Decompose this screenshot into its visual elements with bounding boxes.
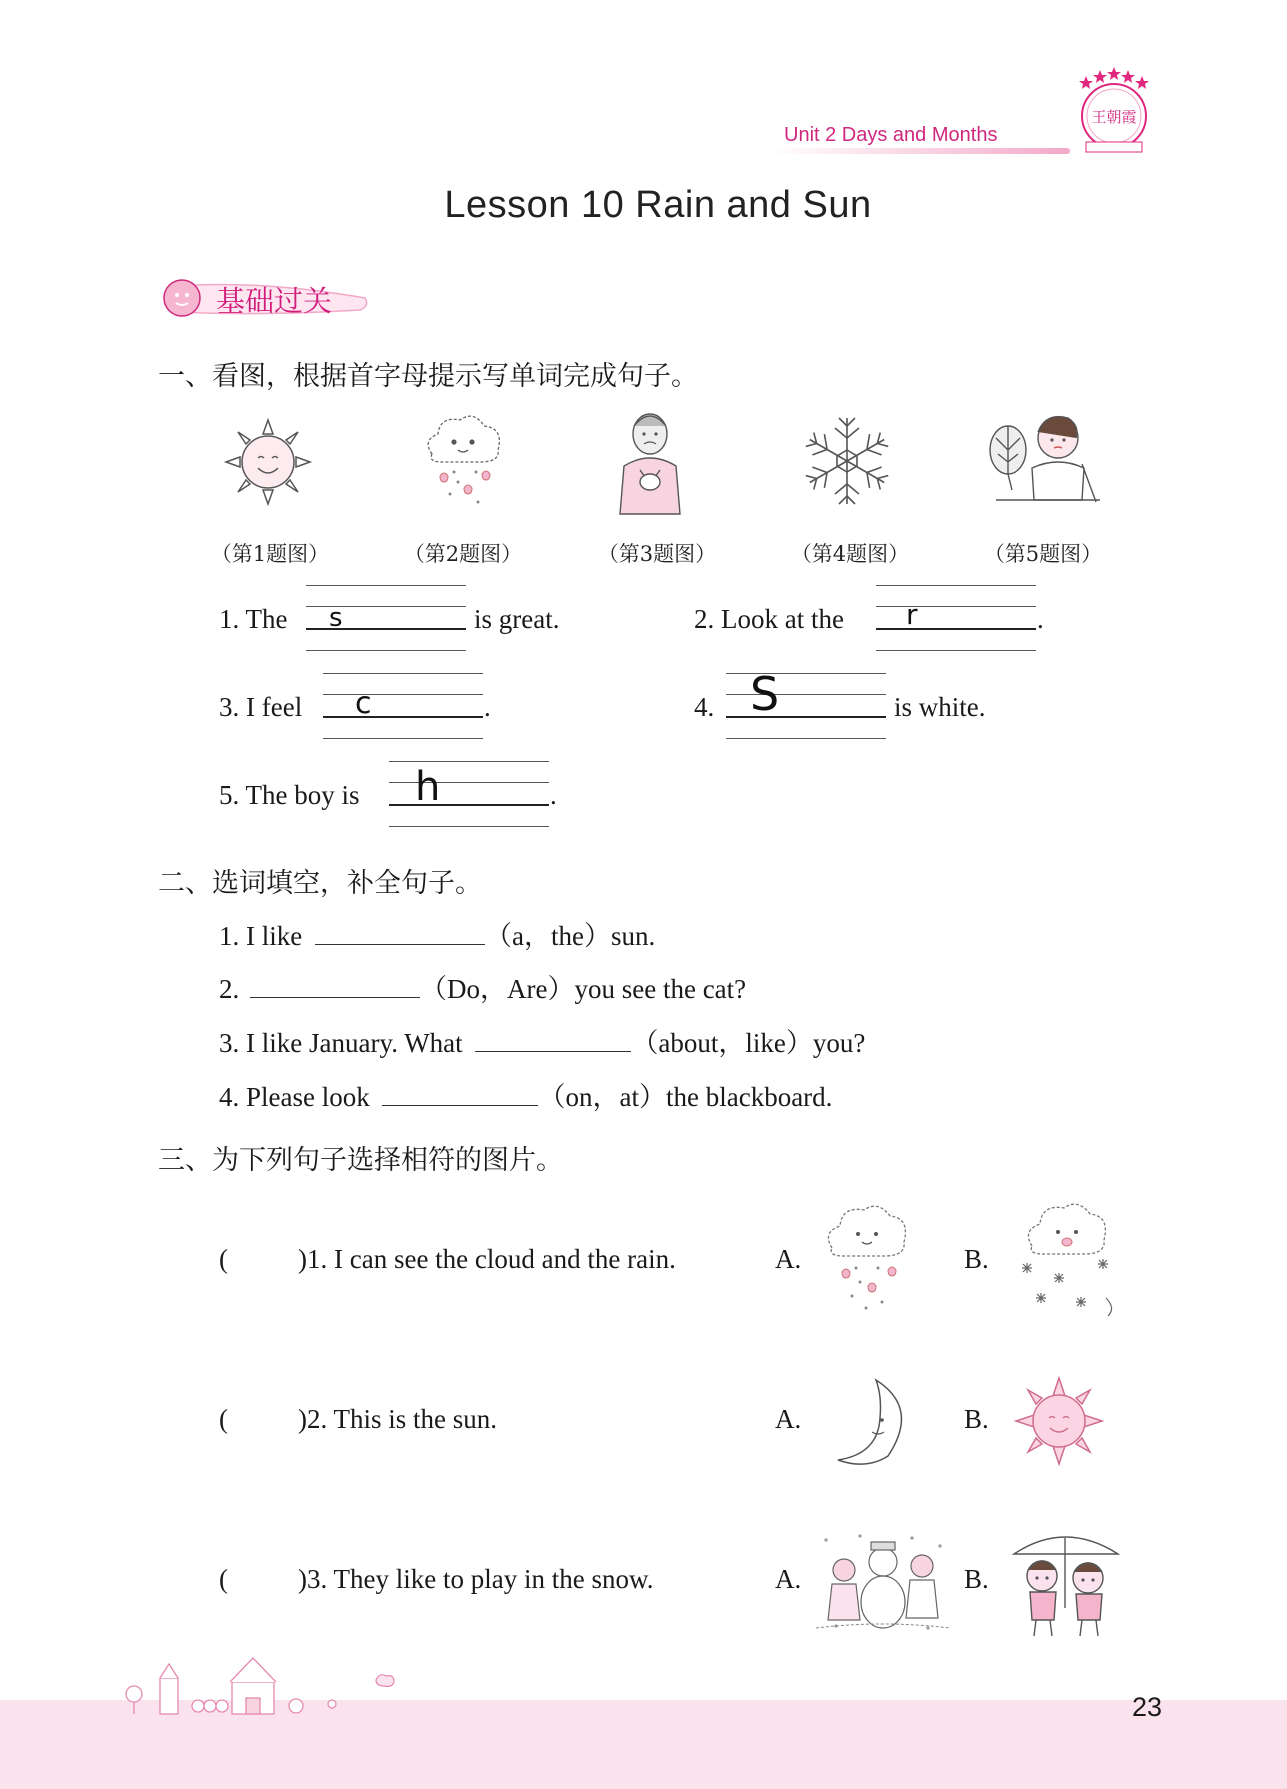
p2-item4-blank[interactable] <box>382 1081 538 1106</box>
p2-item1-options: （a，the） <box>484 921 611 951</box>
sun-picture <box>218 412 318 512</box>
p1-item5-answer-grid[interactable] <box>389 761 549 827</box>
p3-item2-text: )2. This is the sun. <box>298 1404 498 1434</box>
snow-cloud-option-picture <box>1010 1198 1122 1320</box>
p2-item2-options: （Do，Are） <box>420 974 575 1004</box>
p2-item2-before: 2. <box>219 974 240 1004</box>
p1-item4-answer-grid[interactable] <box>726 667 886 739</box>
p1-item2-hint-letter: r <box>906 598 918 631</box>
p1-item5-hint-letter: h <box>415 764 441 810</box>
brand-logo <box>1072 62 1156 154</box>
p1-item2-prefix: 2. Look at the <box>694 604 844 634</box>
p1-item2-suffix: . <box>1037 604 1044 634</box>
rain-cloud-picture <box>420 410 506 514</box>
page-number: 23 <box>1132 1692 1163 1722</box>
p2-item3-blank[interactable] <box>475 1027 631 1052</box>
p1-item3-answer-grid[interactable] <box>323 673 483 739</box>
p3-item1-open-paren: ( <box>219 1244 228 1274</box>
p2-item1-blank[interactable] <box>315 920 485 945</box>
p3-item2-open-paren: ( <box>219 1404 228 1434</box>
p3-item2-answer-slot[interactable] <box>232 1396 296 1432</box>
p1-item2-answer-grid[interactable] <box>876 585 1036 651</box>
p3-item3-option-a[interactable]: A. <box>775 1564 802 1594</box>
footer-small-icon <box>374 1672 396 1688</box>
p1-item5-suffix: . <box>550 780 557 810</box>
p3-item3-answer-slot[interactable] <box>232 1556 296 1592</box>
p2-item1-before: 1. I like <box>219 921 303 951</box>
snowflake-picture <box>798 412 896 510</box>
p3-item1-option-b[interactable]: B. <box>964 1244 989 1274</box>
p2-item4 <box>219 1075 832 1114</box>
part2-title: 二、选词填空，补全句子。 <box>158 868 482 899</box>
p3-item3-open-paren: ( <box>219 1564 228 1594</box>
p2-item4-before: 4. Please look <box>219 1082 370 1112</box>
footer-town-decoration <box>120 1648 340 1716</box>
p1-item1-prefix: 1. The <box>219 604 288 634</box>
part3-title: 三、为下列句子选择相符的图片。 <box>158 1145 563 1176</box>
p1-item1-answer-grid[interactable] <box>306 585 466 651</box>
p2-item2 <box>219 967 746 1006</box>
snow-play-option-picture <box>816 1528 950 1634</box>
p1-item4-hint-letter: S <box>750 667 780 721</box>
p2-item1-after: sun. <box>610 921 656 951</box>
p2-item3-options: （about，like） <box>631 1028 813 1058</box>
p2-item4-after: the blackboard. <box>665 1082 833 1112</box>
p1-item3-suffix: . <box>484 692 491 722</box>
p1-item4-prefix: 4. <box>694 692 715 722</box>
unit-label: Unit 2 Days and Months <box>784 124 998 146</box>
lesson-title: Lesson 10 Rain and Sun <box>444 184 872 226</box>
p1-item1-hint-letter: s <box>329 603 343 633</box>
section-banner-label: 基础过关 <box>216 284 333 318</box>
p3-item1-answer-slot[interactable] <box>232 1236 296 1272</box>
p1-item3-hint-letter: c <box>355 686 372 721</box>
p3-item2-option-b[interactable]: B. <box>964 1404 989 1434</box>
p2-item1 <box>219 914 655 953</box>
p1-item5-prefix: 5. The boy is <box>219 780 360 810</box>
p1-item1-suffix: is great. <box>474 604 560 634</box>
caption-4: （第4题图） <box>790 542 910 566</box>
header-divider <box>770 148 1070 154</box>
umbrella-option-picture <box>1008 1528 1122 1640</box>
p2-item4-options: （on，at） <box>538 1082 666 1112</box>
p3-item2-option-a[interactable]: A. <box>775 1404 802 1434</box>
caption-3: （第3题图） <box>597 542 717 566</box>
p3-item3-option-b[interactable]: B. <box>964 1564 989 1594</box>
p3-item1-option-a[interactable]: A. <box>775 1244 802 1274</box>
p2-item3-after: you? <box>812 1028 866 1058</box>
p2-item3-before: 3. I like January. What <box>219 1028 463 1058</box>
p1-item4-suffix: is white. <box>894 692 986 722</box>
caption-5: （第5题图） <box>983 542 1103 566</box>
p2-item2-after: you see the cat? <box>574 974 747 1004</box>
p3-item1-text: )1. I can see the cloud and the rain. <box>298 1244 676 1274</box>
p3-item3-text: )3. They like to play in the snow. <box>298 1564 654 1594</box>
caption-2: （第2题图） <box>403 542 523 566</box>
sun-option-picture <box>1012 1374 1106 1468</box>
rain-cloud-option-picture <box>820 1198 914 1316</box>
part1-title: 一、看图，根据首字母提示写单词完成句子。 <box>158 361 698 392</box>
p1-item3-prefix: 3. I feel <box>219 692 303 722</box>
brand-logo-text: 王朝霞 <box>1091 108 1137 126</box>
hot-boy-picture <box>986 404 1100 516</box>
p2-item2-blank[interactable] <box>250 973 420 998</box>
p2-item3 <box>219 1021 865 1060</box>
moon-option-picture <box>832 1376 912 1468</box>
caption-1: （第1题图） <box>210 542 330 566</box>
cold-person-picture <box>610 404 690 516</box>
